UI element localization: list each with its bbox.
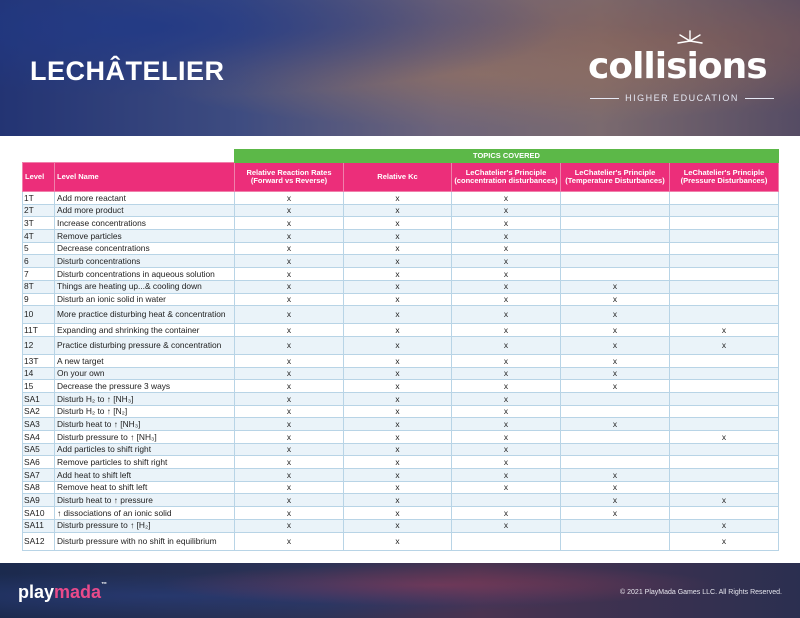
table-row xyxy=(23,494,779,507)
topic-mark-cell: x xyxy=(235,293,344,306)
topic-mark-cell: x xyxy=(344,230,452,243)
topic-mark-cell: x xyxy=(235,443,344,456)
table-row xyxy=(23,405,779,418)
topic-mark-cell: x xyxy=(452,255,561,268)
level-name-cell: On your own xyxy=(55,367,235,380)
topic-mark-cell: x xyxy=(344,469,452,482)
topic-mark-cell: x xyxy=(452,380,561,393)
level-cell: 13T xyxy=(23,354,55,367)
topic-mark-cell: x xyxy=(235,481,344,494)
table-row xyxy=(23,204,779,217)
topic-mark-cell: x xyxy=(344,519,452,532)
topic-mark-cell: x xyxy=(235,280,344,293)
table-row xyxy=(23,367,779,380)
topic-mark-cell xyxy=(670,293,779,306)
column-header: Relative Kc xyxy=(344,163,452,192)
level-cell: 5 xyxy=(23,242,55,255)
level-cell: 10 xyxy=(23,306,55,324)
table-row xyxy=(23,336,779,354)
topic-mark-cell xyxy=(670,192,779,205)
topic-mark-cell: x xyxy=(344,481,452,494)
level-cell: SA3 xyxy=(23,418,55,431)
header-banner xyxy=(0,0,800,136)
table-row xyxy=(23,519,779,532)
topic-mark-cell: x xyxy=(344,367,452,380)
topic-mark-cell: x xyxy=(452,367,561,380)
topic-mark-cell: x xyxy=(561,494,670,507)
level-cell: SA11 xyxy=(23,519,55,532)
level-cell: 2T xyxy=(23,204,55,217)
topic-mark-cell: x xyxy=(344,532,452,550)
topic-mark-cell: x xyxy=(670,519,779,532)
topic-mark-cell xyxy=(452,494,561,507)
topic-mark-cell xyxy=(670,380,779,393)
topic-mark-cell xyxy=(561,268,670,281)
collisions-logo: collisions xyxy=(588,46,767,87)
topics-table-container xyxy=(22,149,778,551)
topic-mark-cell: x xyxy=(452,405,561,418)
table-row xyxy=(23,293,779,306)
level-cell: SA6 xyxy=(23,456,55,469)
level-name-cell: ↑ dissociations of an ionic solid xyxy=(55,507,235,520)
topic-mark-cell: x xyxy=(235,217,344,230)
level-cell: 8T xyxy=(23,280,55,293)
topic-mark-cell: x xyxy=(344,392,452,405)
topic-mark-cell xyxy=(561,392,670,405)
topic-mark-cell: x xyxy=(561,507,670,520)
topic-mark-cell: x xyxy=(235,532,344,550)
topic-mark-cell xyxy=(670,443,779,456)
topic-mark-cell: x xyxy=(235,204,344,217)
topic-mark-cell: x xyxy=(235,306,344,324)
topic-mark-cell: x xyxy=(344,431,452,444)
level-name-cell: Add particles to shift right xyxy=(55,443,235,456)
logo-subtitle xyxy=(590,90,774,106)
topic-mark-cell: x xyxy=(561,367,670,380)
level-name-cell: Things are heating up...& cooling down xyxy=(55,280,235,293)
level-name-cell: Disturb H₂ to ↑ [N₂] xyxy=(55,405,235,418)
topic-mark-cell: x xyxy=(452,456,561,469)
topic-mark-cell: x xyxy=(235,418,344,431)
topic-mark-cell: x xyxy=(235,354,344,367)
column-header: LeChatelier's Principle (Pressure Disturbances) xyxy=(670,163,779,192)
topic-mark-cell xyxy=(670,456,779,469)
topic-mark-cell: x xyxy=(561,380,670,393)
footer xyxy=(0,563,800,618)
playmada-logo xyxy=(18,582,107,603)
topic-mark-cell: x xyxy=(452,242,561,255)
topic-mark-cell: x xyxy=(235,469,344,482)
level-cell: 11T xyxy=(23,324,55,337)
level-cell: 7 xyxy=(23,268,55,281)
table-row xyxy=(23,230,779,243)
level-name-cell: Disturb pressure to ↑ [NH₃] xyxy=(55,431,235,444)
table-row xyxy=(23,532,779,550)
topic-mark-cell: x xyxy=(344,336,452,354)
level-name-cell: Remove particles xyxy=(55,230,235,243)
topic-mark-cell xyxy=(670,268,779,281)
topic-mark-cell: x xyxy=(344,507,452,520)
topic-mark-cell: x xyxy=(452,469,561,482)
table-row xyxy=(23,481,779,494)
topic-mark-cell: x xyxy=(344,293,452,306)
topic-mark-cell xyxy=(670,230,779,243)
topic-mark-cell: x xyxy=(452,519,561,532)
topic-mark-cell: x xyxy=(452,293,561,306)
topic-mark-cell: x xyxy=(235,336,344,354)
column-header: Level Name xyxy=(55,163,235,192)
topic-mark-cell: x xyxy=(235,507,344,520)
topic-mark-cell: x xyxy=(344,242,452,255)
topic-mark-cell xyxy=(561,405,670,418)
topic-mark-cell: x xyxy=(452,280,561,293)
topic-mark-cell: x xyxy=(452,392,561,405)
divider xyxy=(590,98,619,99)
topic-mark-cell: x xyxy=(235,392,344,405)
topic-mark-cell: x xyxy=(452,418,561,431)
topic-mark-cell: x xyxy=(452,507,561,520)
topic-mark-cell xyxy=(561,443,670,456)
page-title: LECHÂTELIER xyxy=(30,56,225,86)
level-cell: SA10 xyxy=(23,507,55,520)
topic-mark-cell: x xyxy=(344,443,452,456)
topic-mark-cell xyxy=(561,230,670,243)
level-name-cell: Disturb H₂ to ↑ [NH₃] xyxy=(55,392,235,405)
level-topics-table xyxy=(22,149,779,551)
topic-mark-cell xyxy=(561,242,670,255)
level-cell: 9 xyxy=(23,293,55,306)
level-cell: 4T xyxy=(23,230,55,243)
table-row xyxy=(23,431,779,444)
topic-mark-cell: x xyxy=(235,405,344,418)
table-row xyxy=(23,380,779,393)
level-cell: 14 xyxy=(23,367,55,380)
topic-mark-cell: x xyxy=(344,380,452,393)
topic-mark-cell: x xyxy=(452,354,561,367)
table-row xyxy=(23,324,779,337)
topic-mark-cell: x xyxy=(235,367,344,380)
topic-mark-cell: x xyxy=(452,204,561,217)
level-name-cell: Disturb pressure to ↑ [H₂] xyxy=(55,519,235,532)
level-name-cell: Decrease the pressure 3 ways xyxy=(55,380,235,393)
topic-mark-cell xyxy=(670,418,779,431)
topic-mark-cell: x xyxy=(670,431,779,444)
level-name-cell: Disturb an ionic solid in water xyxy=(55,293,235,306)
level-name-cell: Disturb concentrations in aqueous solution xyxy=(55,268,235,281)
level-name-cell: A new target xyxy=(55,354,235,367)
topic-mark-cell: x xyxy=(235,519,344,532)
level-name-cell: Practice disturbing pressure & concentration xyxy=(55,336,235,354)
level-cell: SA1 xyxy=(23,392,55,405)
table-body xyxy=(23,192,779,551)
brand-part-play: play xyxy=(18,582,55,602)
level-name-cell: Add more reactant xyxy=(55,192,235,205)
topic-mark-cell xyxy=(670,354,779,367)
topic-mark-cell xyxy=(670,392,779,405)
level-cell: 12 xyxy=(23,336,55,354)
topic-mark-cell: x xyxy=(452,217,561,230)
topic-mark-cell: x xyxy=(344,204,452,217)
column-header: Level xyxy=(23,163,55,192)
topic-mark-cell: x xyxy=(344,268,452,281)
topic-mark-cell xyxy=(561,204,670,217)
topic-mark-cell xyxy=(670,217,779,230)
level-name-cell: Expanding and shrinking the container xyxy=(55,324,235,337)
topic-mark-cell xyxy=(670,405,779,418)
topic-mark-cell: x xyxy=(561,293,670,306)
topic-mark-cell: x xyxy=(235,192,344,205)
topic-mark-cell: x xyxy=(344,354,452,367)
topic-mark-cell: x xyxy=(235,456,344,469)
topic-mark-cell: x xyxy=(344,324,452,337)
copyright-text: © 2021 PlayMada Games LLC. All Rights Reserved. xyxy=(620,589,782,596)
level-name-cell: Disturb concentrations xyxy=(55,255,235,268)
topic-mark-cell xyxy=(670,469,779,482)
topic-mark-cell: x xyxy=(561,280,670,293)
topic-mark-cell xyxy=(670,306,779,324)
topic-mark-cell: x xyxy=(344,494,452,507)
topic-mark-cell: x xyxy=(235,380,344,393)
topic-mark-cell xyxy=(452,532,561,550)
table-row xyxy=(23,268,779,281)
topic-mark-cell: x xyxy=(452,324,561,337)
column-header: LeChatelier's Principle (concentration disturbances) xyxy=(452,163,561,192)
level-cell: 6 xyxy=(23,255,55,268)
level-cell: 3T xyxy=(23,217,55,230)
topic-mark-cell: x xyxy=(452,336,561,354)
topic-mark-cell: x xyxy=(561,354,670,367)
table-row xyxy=(23,354,779,367)
topic-mark-cell: x xyxy=(344,217,452,230)
topic-mark-cell: x xyxy=(235,324,344,337)
topic-mark-cell: x xyxy=(452,192,561,205)
topic-mark-cell: x xyxy=(344,255,452,268)
level-name-cell: Disturb heat to ↑ pressure xyxy=(55,494,235,507)
topic-mark-cell: x xyxy=(670,336,779,354)
table-row xyxy=(23,418,779,431)
column-header: LeChatelier's Principle (Temperature Disturbances) xyxy=(561,163,670,192)
level-name-cell: Remove particles to shift right xyxy=(55,456,235,469)
level-cell: SA9 xyxy=(23,494,55,507)
topics-covered-label: TOPICS COVERED xyxy=(235,150,779,163)
topic-mark-cell: x xyxy=(561,418,670,431)
table-row xyxy=(23,507,779,520)
column-header: Relative Reaction Rates (Forward vs Reverse) xyxy=(235,163,344,192)
topic-mark-cell: x xyxy=(670,324,779,337)
level-cell: SA4 xyxy=(23,431,55,444)
topic-mark-cell: x xyxy=(235,255,344,268)
topic-mark-cell: x xyxy=(452,306,561,324)
table-row xyxy=(23,306,779,324)
topic-mark-cell xyxy=(670,242,779,255)
level-name-cell: Decrease concentrations xyxy=(55,242,235,255)
topic-mark-cell: x xyxy=(452,431,561,444)
table-row xyxy=(23,392,779,405)
topic-mark-cell xyxy=(670,255,779,268)
table-row xyxy=(23,217,779,230)
topic-mark-cell xyxy=(561,431,670,444)
table-row xyxy=(23,192,779,205)
brand-trademark: ™ xyxy=(101,582,108,588)
table-row xyxy=(23,255,779,268)
topic-mark-cell xyxy=(561,456,670,469)
topic-mark-cell: x xyxy=(452,268,561,281)
topic-mark-cell xyxy=(670,367,779,380)
topic-mark-cell: x xyxy=(561,324,670,337)
topic-mark-cell: x xyxy=(235,494,344,507)
topic-mark-cell xyxy=(670,280,779,293)
topic-mark-cell xyxy=(561,255,670,268)
level-name-cell: Disturb pressure with no shift in equilibrium xyxy=(55,532,235,550)
level-cell: 15 xyxy=(23,380,55,393)
brand-part-mada: mada xyxy=(54,582,102,602)
topic-mark-cell: x xyxy=(452,481,561,494)
level-name-cell: Add heat to shift left xyxy=(55,469,235,482)
level-name-cell: More practice disturbing heat & concentration xyxy=(55,306,235,324)
level-cell: SA7 xyxy=(23,469,55,482)
topic-mark-cell: x xyxy=(670,532,779,550)
level-name-cell: Disturb heat to ↑ [NH₃] xyxy=(55,418,235,431)
topic-mark-cell: x xyxy=(344,456,452,469)
topic-mark-cell: x xyxy=(344,280,452,293)
topic-mark-cell xyxy=(561,192,670,205)
topic-mark-cell: x xyxy=(670,494,779,507)
level-cell: SA12 xyxy=(23,532,55,550)
level-cell: 1T xyxy=(23,192,55,205)
topic-mark-cell: x xyxy=(561,306,670,324)
topic-mark-cell xyxy=(561,532,670,550)
level-cell: SA8 xyxy=(23,481,55,494)
table-row xyxy=(23,469,779,482)
table-row xyxy=(23,242,779,255)
topic-mark-cell: x xyxy=(561,469,670,482)
topic-mark-cell: x xyxy=(235,242,344,255)
topic-mark-cell: x xyxy=(235,431,344,444)
topic-mark-cell xyxy=(670,204,779,217)
topic-mark-cell: x xyxy=(452,443,561,456)
topic-mark-cell: x xyxy=(452,230,561,243)
level-cell: SA2 xyxy=(23,405,55,418)
level-name-cell: Add more product xyxy=(55,204,235,217)
divider xyxy=(745,98,774,99)
topic-mark-cell: x xyxy=(344,192,452,205)
topic-mark-cell: x xyxy=(561,336,670,354)
topic-mark-cell: x xyxy=(561,481,670,494)
table-header-row xyxy=(23,163,779,192)
topic-mark-cell xyxy=(670,507,779,520)
table-row xyxy=(23,456,779,469)
logo-subtitle-text: HIGHER EDUCATION xyxy=(625,93,739,103)
topic-mark-cell xyxy=(561,519,670,532)
level-cell: SA5 xyxy=(23,443,55,456)
topic-mark-cell: x xyxy=(344,306,452,324)
table-row xyxy=(23,443,779,456)
topic-mark-cell: x xyxy=(344,418,452,431)
topic-mark-cell: x xyxy=(344,405,452,418)
level-name-cell: Increase concentrations xyxy=(55,217,235,230)
topic-mark-cell xyxy=(561,217,670,230)
table-row xyxy=(23,280,779,293)
topic-mark-cell xyxy=(670,481,779,494)
level-name-cell: Remove heat to shift left xyxy=(55,481,235,494)
topic-mark-cell: x xyxy=(235,268,344,281)
topic-mark-cell: x xyxy=(235,230,344,243)
